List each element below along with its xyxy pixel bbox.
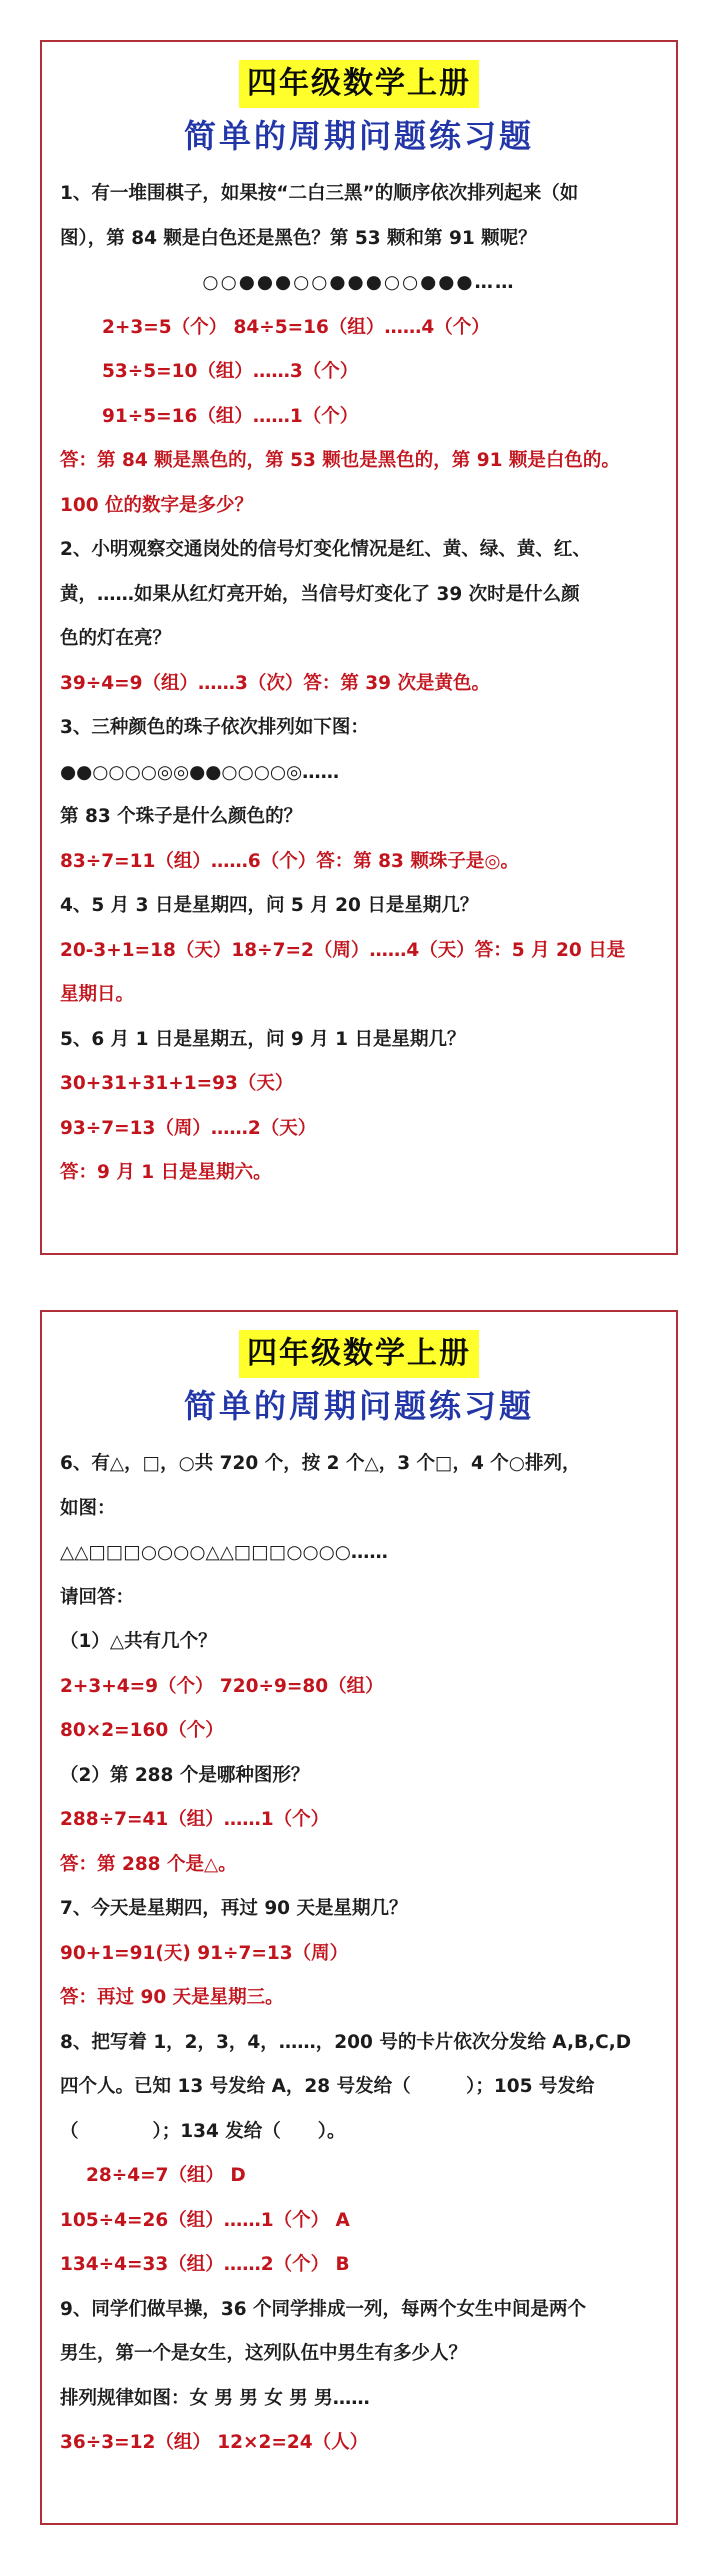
question-2-line-3: 色的灯在亮？ bbox=[60, 628, 172, 649]
solution-line: 134÷4=33（组）……2（个） B bbox=[60, 2254, 350, 2275]
solution-line: 36÷3=12（组） 12×2=24（人） bbox=[60, 2432, 369, 2453]
topic-title: 简单的周期问题练习题 bbox=[183, 1387, 534, 1425]
worksheet-header bbox=[60, 1330, 658, 1430]
question-4-line: 4、5 月 3 日是星期四，问 5 月 20 日是星期几？ bbox=[60, 895, 479, 916]
bead-pattern-3: ●●○○○○◎◎●●○○○○◎…… bbox=[60, 761, 340, 783]
solution-line: 105÷4=26（组）……1（个） A bbox=[60, 2209, 350, 2231]
solution-line: 28÷4=7（组） D bbox=[86, 2165, 246, 2186]
question-8-line-2: 四个人。已知 13 号发给 A，28 号发给（ ）；105 号发给 bbox=[60, 2076, 595, 2097]
solution-line: 90+1=91(天) 91÷7=13（周） bbox=[60, 1942, 349, 1964]
worksheet-card-2 bbox=[40, 1310, 678, 2525]
question-3-line-1: 3、三种颜色的珠子依次排列如下图： bbox=[60, 717, 369, 738]
solution-line: 80×2=160（个） bbox=[60, 1720, 224, 1741]
solution-line: 288÷7=41（组）……1（个） bbox=[60, 1809, 330, 1830]
solution-line: 30+31+31+1=93（天） bbox=[60, 1073, 294, 1094]
grade-title: 四年级数学上册 bbox=[239, 60, 479, 108]
bead-pattern-1: ○○●●●○○●●●○○●●●…… bbox=[202, 272, 516, 293]
answer-line: 答：第 84 颗是黑色的，第 53 颗也是黑色的，第 91 颗是白色的。 bbox=[60, 450, 620, 471]
solution-line: 2+3=5（个） 84÷5=16（组）……4（个） bbox=[102, 316, 490, 338]
answer-line: 星期日。 bbox=[60, 984, 135, 1005]
worksheet-card-1 bbox=[40, 40, 678, 1255]
question-6-prompt: 请回答： bbox=[60, 1586, 135, 1608]
solution-line: 91÷5=16（组）……1（个） bbox=[102, 405, 359, 427]
sub-question-1: （1）△共有几个？ bbox=[60, 1631, 217, 1652]
answer-line: 20-3+1=18（天）18÷7=2（周）……4（天）答：5 月 20 日是 bbox=[60, 939, 626, 961]
question-9-line-2: 男生，第一个是女生，这列队伍中男生有多少人？ bbox=[60, 2343, 468, 2364]
topic-title: 简单的周期问题练习题 bbox=[183, 117, 534, 155]
answer-line: 答：9 月 1 日是星期六。 bbox=[60, 1162, 272, 1183]
question-3-line-2: 第 83 个珠子是什么颜色的？ bbox=[60, 806, 303, 827]
answer-line: 答：再过 90 天是星期三。 bbox=[60, 1987, 284, 2008]
question-5-line: 5、6 月 1 日是星期五，问 9 月 1 日是星期几？ bbox=[60, 1028, 466, 1050]
grade-title: 四年级数学上册 bbox=[239, 1330, 479, 1378]
question-8-line-3: （ ）；134 发给（ ）。 bbox=[60, 2120, 346, 2142]
answer-line: 100 位的数字是多少？ bbox=[60, 494, 254, 516]
question-1-line-1: 1、有一堆围棋子，如果按“二白三黑”的顺序依次排列起来（如 bbox=[60, 183, 579, 204]
answer-line: 39÷4=9（组）……3（次）答：第 39 次是黄色。 bbox=[60, 672, 490, 694]
question-1-line-2: 图），第 84 颗是白色还是黑色？第 53 颗和第 91 颗呢？ bbox=[60, 227, 537, 249]
question-7-line: 7、今天是星期四，再过 90 天是星期几？ bbox=[60, 1898, 408, 1919]
question-6-line-1: 6、有△，□，○共 720 个，按 2 个△，3 个□，4 个○排列， bbox=[60, 1453, 581, 1474]
answer-line: 83÷7=11（组）……6（个）答：第 83 颗珠子是◎。 bbox=[60, 850, 520, 872]
question-2-line-1: 2、小明观察交通岗处的信号灯变化情况是红、黄、绿、黄、红、 bbox=[60, 539, 591, 560]
question-8-line-1: 8、把写着 1，2，3，4，……，200 号的卡片依次分发给 A,B,C,D bbox=[60, 2031, 632, 2053]
sub-question-2: （2）第 288 个是哪种图形？ bbox=[60, 1764, 310, 1786]
question-9-line-3: 排列规律如图：女 男 男 女 男 男…… bbox=[60, 2387, 370, 2409]
solution-line: 93÷7=13（周）……2（天） bbox=[60, 1117, 317, 1139]
worksheet-header bbox=[60, 60, 658, 160]
question-6-line-2: 如图： bbox=[60, 1497, 116, 1519]
shape-pattern: △△□□□○○○○△△□□□○○○○…… bbox=[60, 1542, 388, 1563]
solution-line: 2+3+4=9（个） 720÷9=80（组） bbox=[60, 1675, 384, 1697]
question-9-line-1: 9、同学们做早操，36 个同学排成一列，每两个女生中间是两个 bbox=[60, 2298, 587, 2320]
solution-line: 53÷5=10（组）……3（个） bbox=[102, 361, 359, 382]
question-2-line-2: 黄，……如果从红灯亮开始，当信号灯变化了 39 次时是什么颜 bbox=[60, 583, 580, 605]
answer-line: 答：第 288 个是△。 bbox=[60, 1853, 237, 1875]
